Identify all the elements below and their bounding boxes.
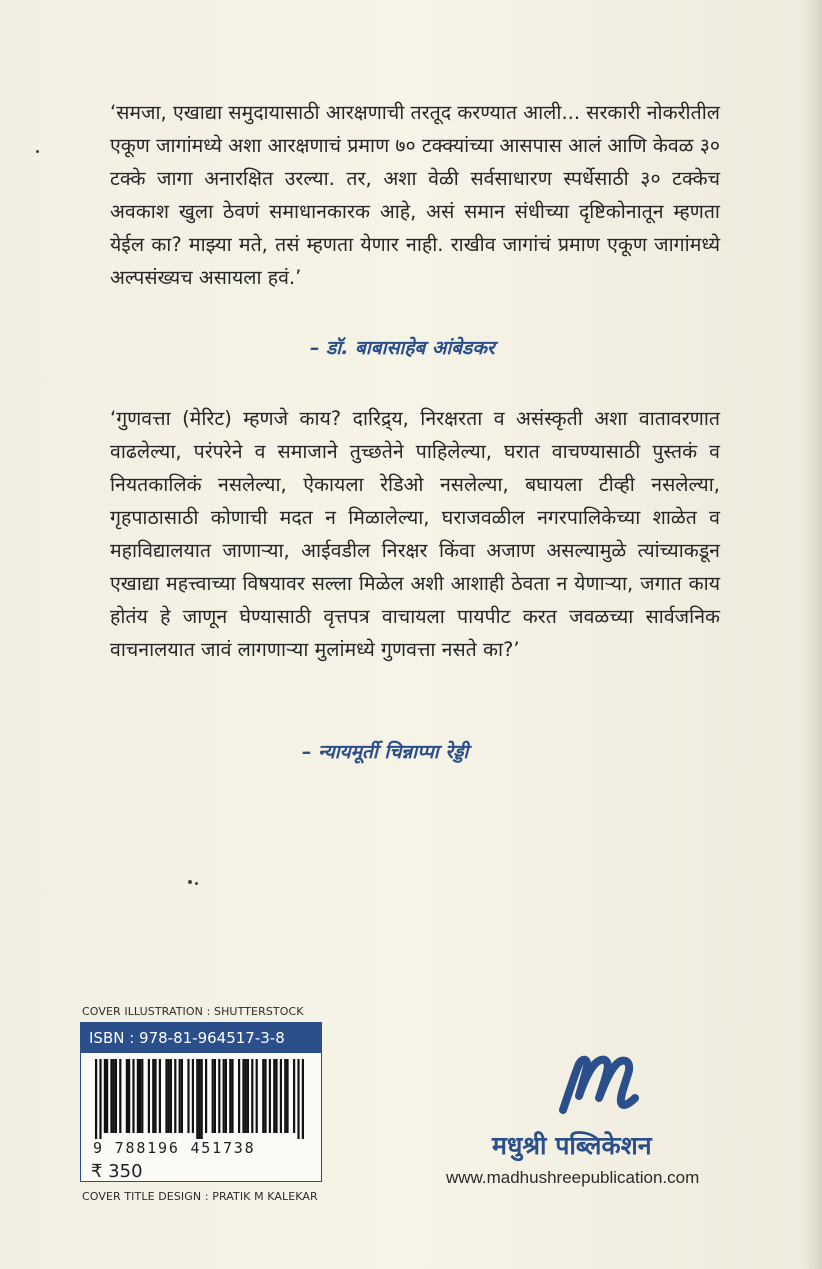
quote-attribution-ambedkar: – डॉ. बाबासाहेब आंबेडकर (310, 337, 495, 359)
cover-illustration-credit: COVER ILLUSTRATION : SHUTTERSTOCK (82, 1005, 304, 1018)
publisher-name: मधुश्री पब्लिकेशन (492, 1131, 652, 1160)
barcode-bar (225, 1059, 227, 1133)
quote-ambedkar: ‘समजा, एखाद्या समुदायासाठी आरक्षणाची तरतूद करण्यात आली... सरकारी नोकरीतील एकूण जागांमध्ये अशा आरक्षणाचं प्रमाण ७० टक्क्यांच्या आसपास आलं आणि केवळ ३० टक्के जागा अनारक्षित उरल्या. तर, अशा वेळी सर्वसाधारण स्पर्धेसाठी ३० टक्केच अवकाश खुला ठेवणं समाधानकारक आहे, असं समान संधीच्या दृष्टिकोनातून म्हणता येईल का? माझ्या मते, तसं म्हणता येणार नाही. राखीव जागांचं प्रमाण एकूण जागांमध्ये अल्पसंख्यच असायला हवं.’ (110, 101, 720, 289)
barcode-bar (284, 1059, 286, 1133)
barcode-bar (262, 1059, 264, 1133)
isbn-number: ISBN : 978-81-964517-3-8 (81, 1023, 321, 1053)
barcode-bar (104, 1059, 106, 1133)
barcode-bar (148, 1059, 150, 1133)
barcode-bar (264, 1059, 266, 1133)
barcode-bar (168, 1059, 170, 1133)
barcode-bar (119, 1059, 121, 1133)
barcode-bar (170, 1059, 172, 1133)
barcode-bar (110, 1059, 112, 1133)
barcode-bar (273, 1059, 275, 1133)
quote-reddy: ‘गुणवत्ता (मेरिट) म्हणजे काय? दारिद्र्य, निरक्षरता व असंस्कृती अशा वातावरणात वाढलेल्या, परंपरेने व समाजाने तुच्छतेने पाहिलेल्या, घरात वाचण्यासाठी पुस्तकं व नियतकालिकं नसलेल्या, ऐकायला रेडिओ नसलेल्या, बघायला टीव्ही नसलेल्या, गृहपाठासाठी कोणाची मदत न मिळालेल्या, घराजवळील नगरपालिकेच्या शाळेत व महाविद्यालयात जाणाऱ्या, आईवडील निरक्षर किंवा अजाण असल्यामुळे त्यांच्याकडून एखाद्या महत्त्वाच्या विषयावर सल्ला मिळेल अशी आशाही ठेवता न येणाऱ्या, जगात काय होतंय हे जाणून घेण्यासाठी वृत्तपत्र वाचायला पायपीट करत जवळच्या सार्वजनिक वाचनालयात जावं लागणाऱ्या मुलांमध्ये गुणवत्ता नसते का?’ (110, 407, 720, 661)
barcode-bar (137, 1059, 139, 1133)
barcode-bar (99, 1059, 101, 1139)
print-speck (195, 882, 198, 885)
barcode-bar (181, 1059, 183, 1133)
barcode-bar (302, 1059, 304, 1139)
barcode-bar (269, 1059, 271, 1133)
barcode-bar (139, 1059, 141, 1133)
barcode-bar (113, 1059, 115, 1133)
barcode-bar (286, 1059, 288, 1133)
publisher-logo-icon (555, 1052, 645, 1116)
barcode-bar (132, 1059, 134, 1133)
barcode-bar (115, 1059, 117, 1133)
page-edge-shadow (804, 0, 822, 1269)
barcode-bar (128, 1059, 130, 1133)
print-speck (188, 880, 192, 884)
barcode-bar (174, 1059, 176, 1133)
barcode-bar (198, 1059, 200, 1139)
barcode-bar (293, 1059, 295, 1133)
barcode-bar (231, 1059, 233, 1133)
barcode-bar (275, 1059, 277, 1133)
barcode-bar (214, 1059, 216, 1133)
barcode-bar (126, 1059, 128, 1133)
barcode-bar (106, 1059, 108, 1133)
barcode-bar (242, 1059, 244, 1133)
print-speck (36, 150, 39, 153)
barcode-bar (196, 1059, 198, 1139)
barcode-bar (218, 1059, 220, 1133)
barcode-icon (95, 1059, 307, 1139)
barcode-bar (280, 1059, 282, 1133)
barcode-bar (179, 1059, 181, 1133)
barcode-bar (201, 1059, 203, 1139)
barcode-bar (229, 1059, 231, 1133)
barcode-bar (223, 1059, 225, 1133)
barcode-bar (238, 1059, 240, 1133)
price-label: ₹ 350 (91, 1161, 143, 1182)
barcode-bar (256, 1059, 258, 1133)
barcode-bar (212, 1059, 214, 1133)
barcode-bar (152, 1059, 154, 1133)
barcode-bar (245, 1059, 247, 1133)
barcode-bar (141, 1059, 143, 1133)
barcode-bar (187, 1059, 189, 1133)
publisher-website: www.madhushreepublication.com (446, 1168, 700, 1187)
barcode-bar (165, 1059, 167, 1133)
isbn-barcode-panel (80, 1022, 322, 1182)
barcode-bar (192, 1059, 194, 1133)
quote-attribution-reddy: – न्यायमूर्ती चिन्नाप्पा रेड्डी (302, 741, 469, 763)
barcode-bar (154, 1059, 156, 1133)
cover-title-design-credit: COVER TITLE DESIGN : PRATIK M KALEKAR (82, 1190, 318, 1203)
barcode-bar (297, 1059, 299, 1139)
barcode-bar (247, 1059, 249, 1133)
barcode-bar (251, 1059, 253, 1133)
barcode-bar (159, 1059, 161, 1133)
barcode-bar (205, 1059, 207, 1133)
barcode-digits: 9 788196 451738 (93, 1139, 256, 1157)
barcode-bar (95, 1059, 97, 1139)
